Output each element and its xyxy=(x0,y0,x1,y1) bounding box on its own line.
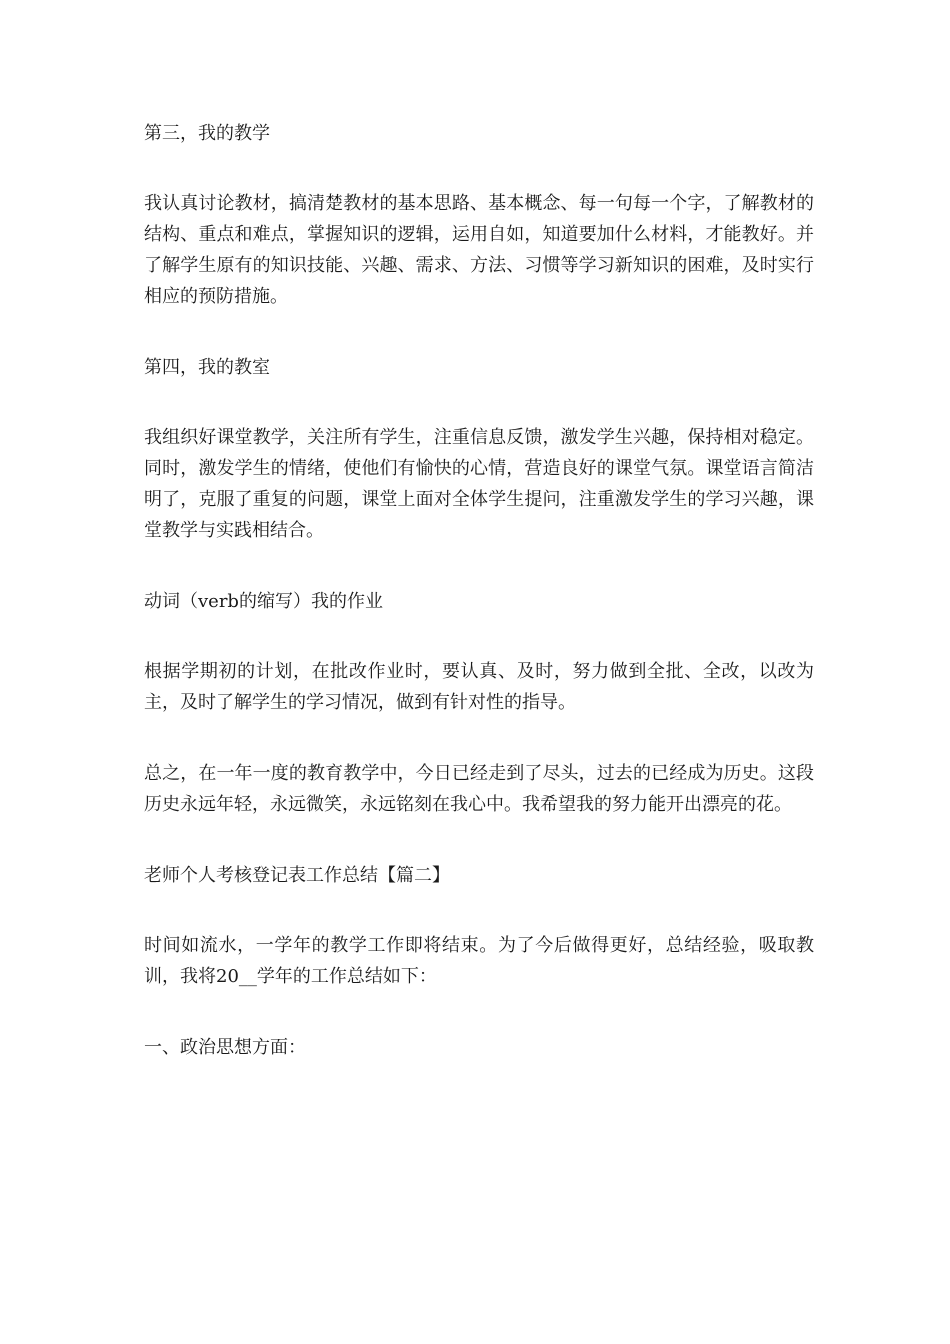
paragraph-classroom: 我组织好课堂教学，关注所有学生，注重信息反馈，激发学生兴趣，保持相对稳定。同时，激发学生的情绪，使他们有愉快的心情，营造良好的课堂气氛。课堂语言简洁明了，克服了重复的问题，课堂上面对全体学生提问，注重激发学生的学习兴趣，课堂教学与实践相结合。 xyxy=(144,427,814,541)
section-heading-classroom: 第四，我的教室 xyxy=(144,357,270,378)
section-heading-part-two: 老师个人考核登记表工作总结【篇二】 xyxy=(144,865,450,886)
document-body xyxy=(144,118,814,1102)
paragraph-teaching: 我认真讨论教材，搞清楚教材的基本思路、基本概念、每一句每一个字，了解教材的结构、重点和难点，掌握知识的逻辑，运用自如，知道要加什么材料，才能教好。并了解学生原有的知识技能、兴趣、需求、方法、习惯等学习新知识的困难，及时实行相应的预防措施。 xyxy=(144,193,814,307)
paragraph-part-two-intro: 时间如流水，一学年的教学工作即将结束。为了今后做得更好，总结经验，吸取教训，我将20__学年的工作总结如下： xyxy=(144,935,814,987)
paragraph-conclusion: 总之，在一年一度的教育教学中，今日已经走到了尽头，过去的已经成为历史。这段历史永远年轻，永远微笑，永远铭刻在我心中。我希望我的努力能开出漂亮的花。 xyxy=(144,763,814,815)
section-heading-politics: 一、政治思想方面： xyxy=(144,1037,306,1058)
section-heading-homework: 动词（verb的缩写）我的作业 xyxy=(144,591,383,612)
section-heading-teaching: 第三，我的教学 xyxy=(144,123,270,144)
paragraph-homework: 根据学期初的计划，在批改作业时，要认真、及时，努力做到全批、全改，以改为主，及时了解学生的学习情况，做到有针对性的指导。 xyxy=(144,661,814,713)
